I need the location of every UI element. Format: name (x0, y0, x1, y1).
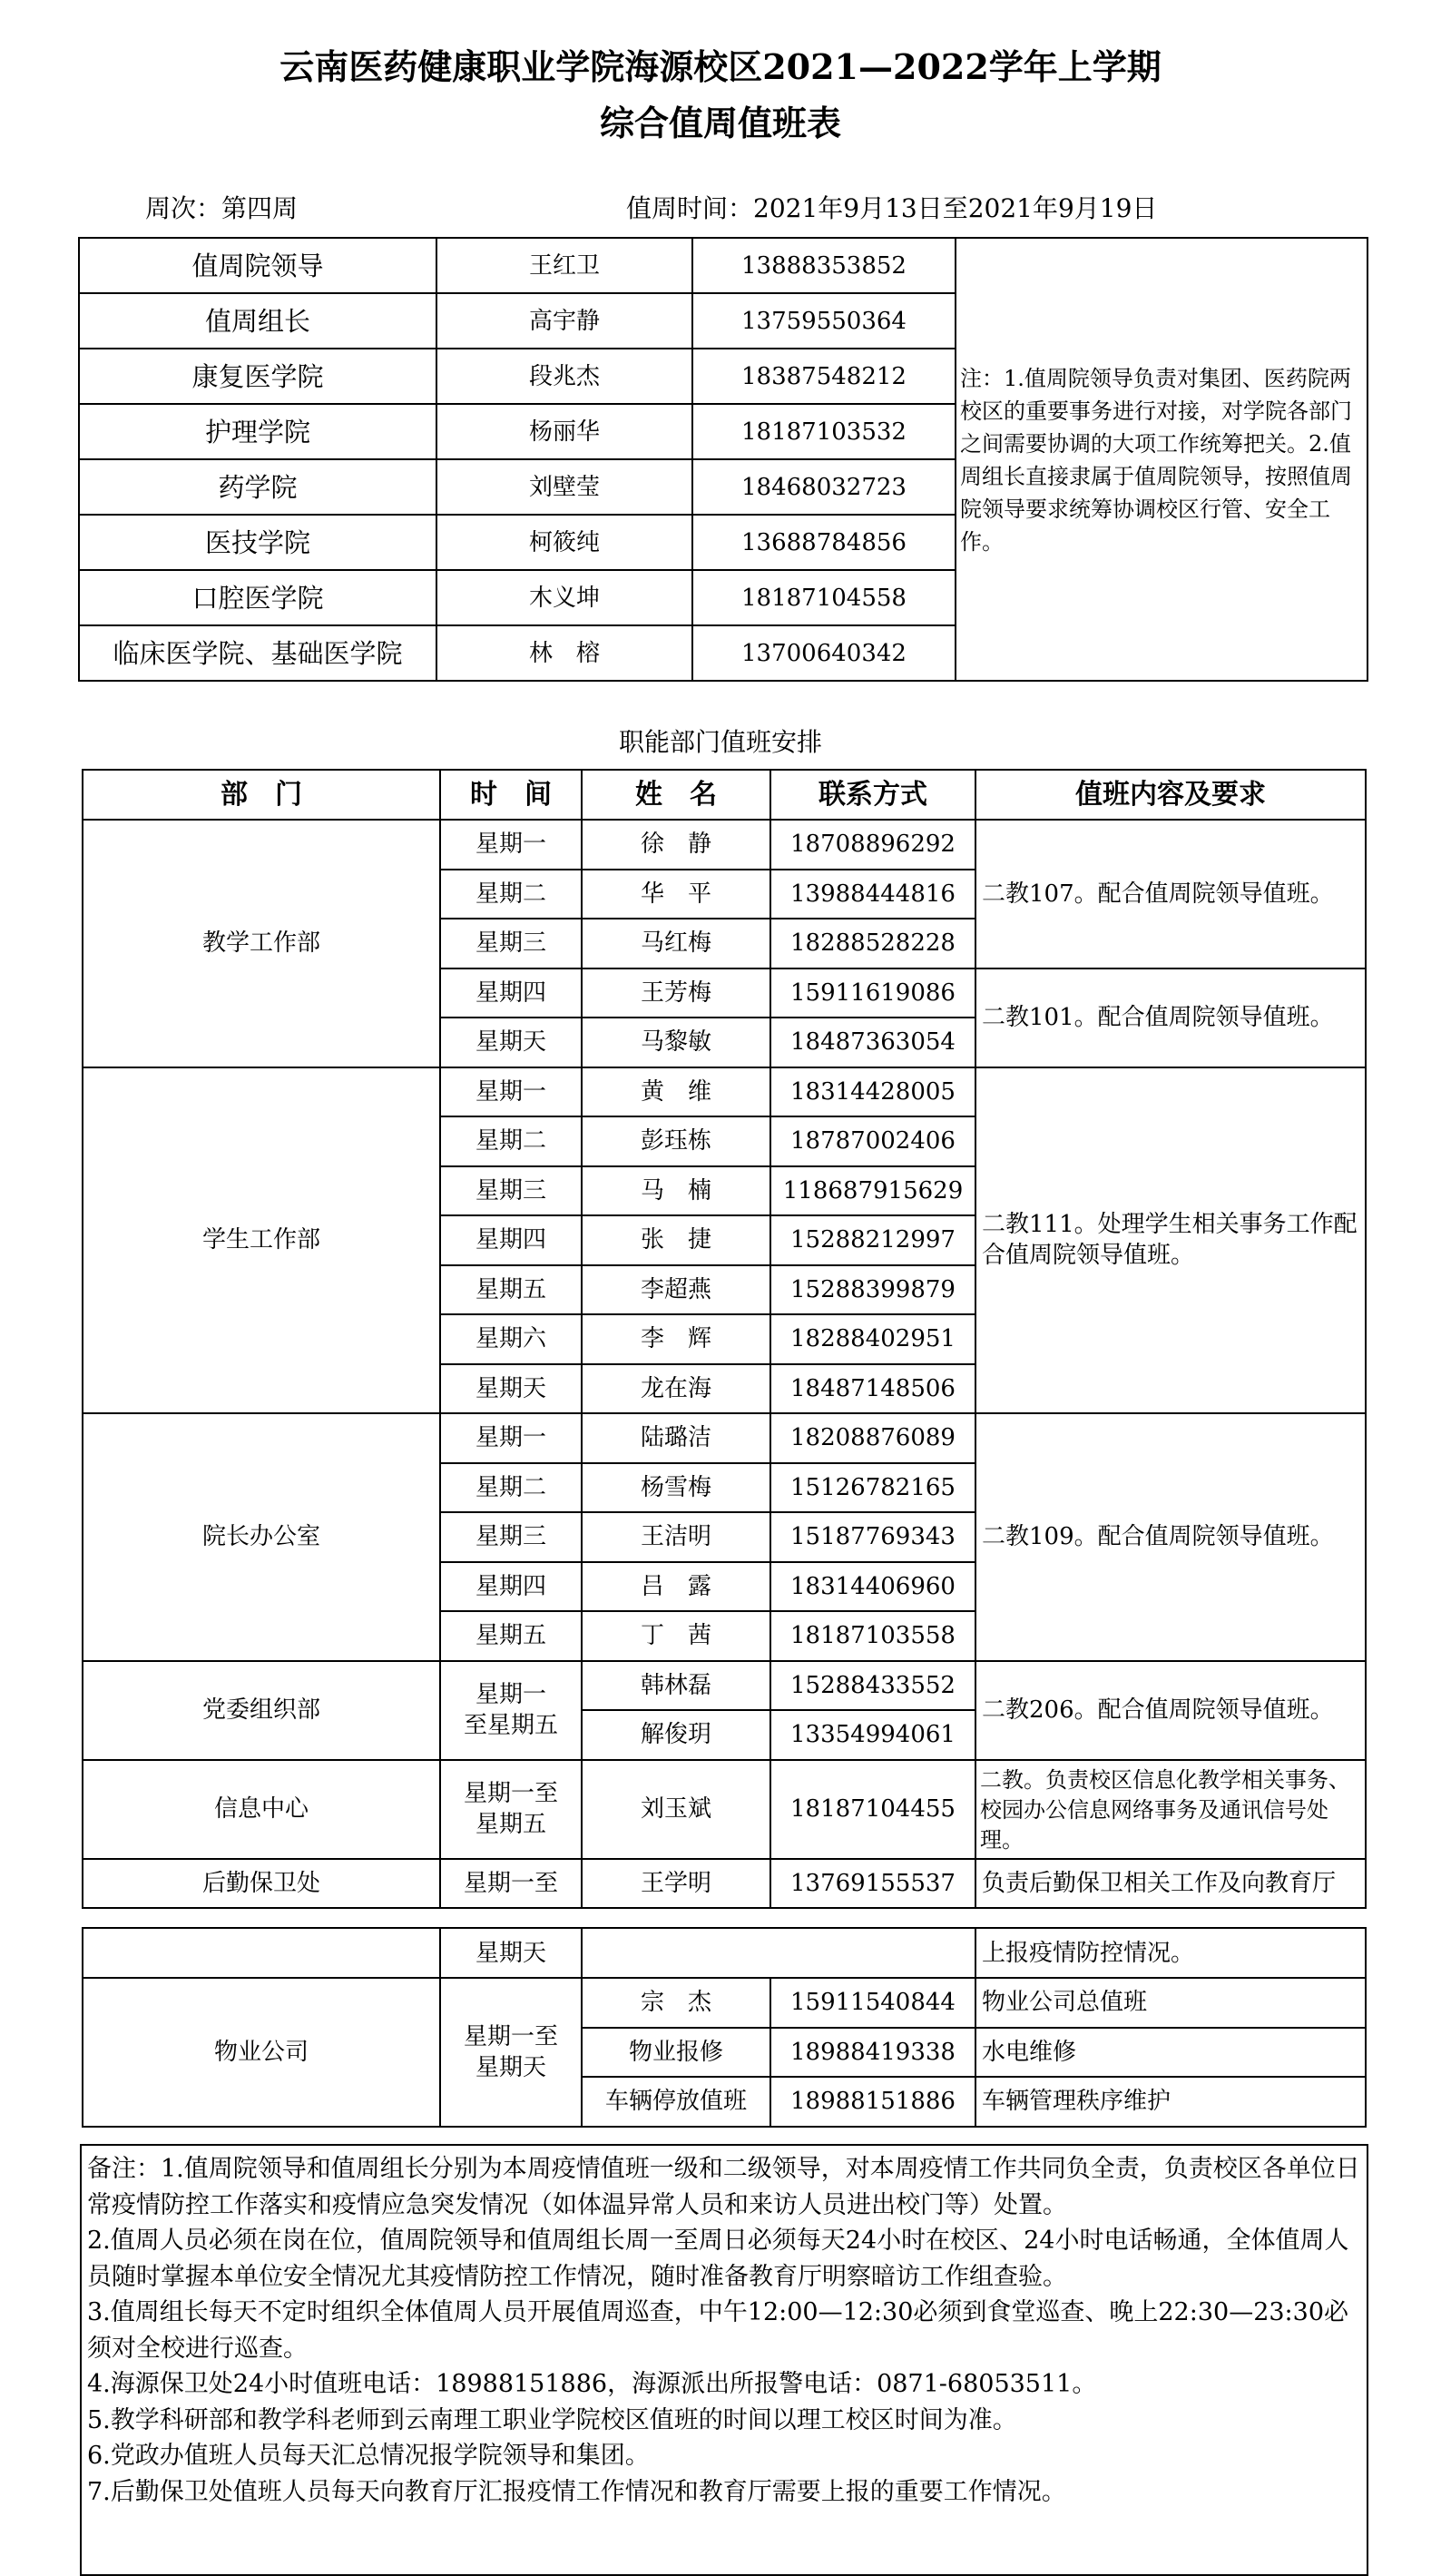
duty-phone: 15288399879 (770, 1265, 975, 1315)
header-contact: 联系方式 (770, 770, 975, 820)
table-row (83, 1661, 1366, 1711)
duty-day: 星期二 (440, 1463, 582, 1513)
duty-day: 星期二 (440, 870, 582, 919)
duty-day: 星期二 (440, 1116, 582, 1166)
table-row (83, 1978, 1366, 2028)
leader-phone: 13688784856 (692, 515, 956, 570)
duty-name: 马黎敏 (582, 1018, 770, 1067)
leader-name: 柯筱纯 (436, 515, 692, 570)
duty-day: 星期三 (440, 919, 582, 968)
duty-phone: 118687915629 (770, 1166, 975, 1216)
duty-day: 星期四 (440, 1562, 582, 1612)
duty-name: 物业报修 (582, 2028, 770, 2078)
header-dept: 部 门 (83, 770, 440, 820)
duty-phone: 18487148506 (770, 1364, 975, 1414)
duty-content: 二教107。配合值周院领导值班。 (975, 820, 1366, 968)
leader-name: 杨丽华 (436, 404, 692, 459)
dept-party: 党委组织部 (83, 1661, 440, 1760)
table-row (83, 1859, 1366, 1909)
duty-phone: 18187103558 (770, 1611, 975, 1661)
header-content: 值班内容及要求 (975, 770, 1366, 820)
duty-phone: 18288402951 (770, 1314, 975, 1364)
duty-phone: 18208876089 (770, 1413, 975, 1463)
leader-role: 护理学院 (79, 404, 436, 459)
duty-day: 星期一 (440, 820, 582, 870)
table-row (83, 1413, 1366, 1463)
duty-phone: 18187104455 (770, 1760, 975, 1859)
duty-phone: 18787002406 (770, 1116, 975, 1166)
duty-phone: 18708896292 (770, 820, 975, 870)
remark-item: 备注：1.值周院领导和值周组长分别为本周疫情值班一级和二级领导，对本周疫情工作共同负全责，负责校区各单位日常疫情防控工作落实和疫情应急突发情况（如体温异常人员和来访人员进出校门等）处置。 (87, 2155, 1360, 2219)
duty-name: 华 平 (582, 870, 770, 919)
duty-day: 星期四 (440, 968, 582, 1018)
duty-header-row (83, 770, 1366, 820)
week-label: 周次：第四周 (145, 193, 299, 223)
remark-item: 4.海源保卫处24小时值班电话：18988151886，海源派出所报警电话：0871-68053511。 (87, 2370, 1097, 2398)
remark-item: 7.后勤保卫处值班人员每天向教育厅汇报疫情工作情况和教育厅需要上报的重要工作情况。 (87, 2477, 1066, 2506)
duty-name: 宗 杰 (582, 1978, 770, 2028)
duty-name: 陆璐洁 (582, 1413, 770, 1463)
duty-name: 王芳梅 (582, 968, 770, 1018)
duty-table (82, 769, 1367, 1909)
duty-day: 星期一至 星期天 (440, 1978, 582, 2127)
duty-name: 彭珏栋 (582, 1116, 770, 1166)
leader-phone: 18387548212 (692, 349, 956, 404)
leader-role: 值周组长 (79, 293, 436, 349)
duty-day: 星期天 (440, 1364, 582, 1414)
duty-name: 吕 露 (582, 1562, 770, 1612)
duty-day: 星期一 (440, 1413, 582, 1463)
duty-phone: 13354994061 (770, 1710, 975, 1760)
duty-phone: 15911540844 (770, 1978, 975, 2028)
duty-day: 星期一 至星期五 (440, 1661, 582, 1760)
duty-content: 车辆管理秩序维护 (975, 2077, 1366, 2127)
duty-phone: 18288528228 (770, 919, 975, 968)
duty-phone: 15911619086 (770, 968, 975, 1018)
leader-phone: 13700640342 (692, 625, 956, 681)
leader-phone: 18468032723 (692, 459, 956, 515)
leader-phone: 18187104558 (692, 570, 956, 625)
duty-name: 马 楠 (582, 1166, 770, 1216)
leader-phone: 13888353852 (692, 238, 956, 293)
duty-content: 物业公司总值班 (975, 1978, 1366, 2028)
leaders-note: 注：1.值周院领导负责对集团、医药院两校区的重要事务进行对接，对学院各部门之间需要协调的大项工作统筹把关。2.值周组长直接隶属于值周院领导，按照值周院领导要求统筹协调校区行管、安全工作。 (956, 238, 1367, 681)
dept-property: 物业公司 (83, 1978, 440, 2127)
remark-item: 2.值周人员必须在岗在位，值周院领导和值周组长周一至周日必须每天24小时在校区、24小时电话畅通，全体值周人员随时掌握本单位安全情况尤其疫情防控工作情况，随时准备教育厅明察暗访工作组查验。 (87, 2227, 1349, 2291)
leader-role: 临床医学院、基础医学院 (79, 625, 436, 681)
duty-phone: 18314428005 (770, 1067, 975, 1117)
duty-content: 二教。负责校区信息化教学相关事务、校园办公信息网络事务及通讯信号处理。 (975, 1760, 1366, 1859)
leader-name: 林 榕 (436, 625, 692, 681)
remarks-box (80, 2144, 1368, 2576)
leader-role: 口腔医学院 (79, 570, 436, 625)
duty-content: 水电维修 (975, 2028, 1366, 2078)
duty-day: 星期四 (440, 1215, 582, 1265)
duty-name: 马红梅 (582, 919, 770, 968)
leader-role: 值周院领导 (79, 238, 436, 293)
duty-phone: 13769155537 (770, 1859, 975, 1909)
dept-teaching: 教学工作部 (83, 820, 440, 1067)
duty-content: 二教101。配合值周院领导值班。 (975, 968, 1366, 1067)
table-row (83, 1760, 1366, 1859)
duty-name: 解俊玥 (582, 1710, 770, 1760)
dept-president-office: 院长办公室 (83, 1413, 440, 1661)
duty-name: 韩林磊 (582, 1661, 770, 1711)
table-row (83, 820, 1366, 870)
leader-name: 高宇静 (436, 293, 692, 349)
duty-phone: 18988419338 (770, 2028, 975, 2078)
leader-role: 康复医学院 (79, 349, 436, 404)
leader-role: 医技学院 (79, 515, 436, 570)
duty-content: 上报疫情防控情况。 (975, 1928, 1366, 1978)
duty-day: 星期三 (440, 1512, 582, 1562)
duty-day: 星期一至 星期五 (440, 1760, 582, 1859)
dept-info: 信息中心 (83, 1760, 440, 1859)
duty-content: 二教109。配合值周院领导值班。 (975, 1413, 1366, 1661)
duty-name: 王洁明 (582, 1512, 770, 1562)
duty-name: 丁 茜 (582, 1611, 770, 1661)
duty-content: 负责后勤保卫相关工作及向教育厅 (975, 1859, 1366, 1909)
duty-day: 星期天 (440, 1928, 582, 1978)
duty-name: 徐 静 (582, 820, 770, 870)
leader-name: 木义坤 (436, 570, 692, 625)
duty-phone: 15187769343 (770, 1512, 975, 1562)
leader-name: 王红卫 (436, 238, 692, 293)
continuation-table (82, 1927, 1367, 2128)
duty-content: 二教111。处理学生相关事务工作配合值周院领导值班。 (975, 1067, 1366, 1414)
duty-day: 星期五 (440, 1265, 582, 1315)
duty-name: 黄 维 (582, 1067, 770, 1117)
duty-phone: 18988151886 (770, 2077, 975, 2127)
duty-name: 张 捷 (582, 1215, 770, 1265)
duty-name: 李 辉 (582, 1314, 770, 1364)
duty-name: 刘玉斌 (582, 1760, 770, 1859)
duty-section-title: 职能部门值班安排 (618, 727, 822, 757)
duty-period: 值周时间：2021年9月13日至2021年9月19日 (626, 193, 1158, 223)
remark-item: 5.教学科研部和教学科老师到云南理工职业学院校区值班的时间以理工校区时间为准。 (87, 2405, 1017, 2434)
dept-student: 学生工作部 (83, 1067, 440, 1414)
duty-phone: 13988444816 (770, 870, 975, 919)
table-row (83, 1928, 1366, 1978)
dept-security-cont (83, 1928, 440, 1978)
header-name: 姓 名 (582, 770, 770, 820)
duty-day: 星期天 (440, 1018, 582, 1067)
empty-cell (582, 1928, 975, 1978)
duty-name: 龙在海 (582, 1364, 770, 1414)
duty-content: 二教206。配合值周院领导值班。 (975, 1661, 1366, 1760)
duty-phone: 15288433552 (770, 1661, 975, 1711)
leader-phone: 13759550364 (692, 293, 956, 349)
duty-name: 杨雪梅 (582, 1463, 770, 1513)
page-title: 云南医药健康职业学院海源校区2021—2022学年上学期 (279, 46, 1162, 87)
leader-name: 段兆杰 (436, 349, 692, 404)
duty-name: 王学明 (582, 1859, 770, 1909)
leader-role: 药学院 (79, 459, 436, 515)
remark-item: 6.党政办值班人员每天汇总情况报学院领导和集团。 (87, 2442, 650, 2470)
leaders-table (78, 237, 1368, 682)
leader-name: 刘壁莹 (436, 459, 692, 515)
page-subtitle: 综合值周值班表 (599, 103, 841, 143)
leader-phone: 18187103532 (692, 404, 956, 459)
duty-phone: 18314406960 (770, 1562, 975, 1612)
header-time: 时 间 (440, 770, 582, 820)
duty-day: 星期六 (440, 1314, 582, 1364)
leader-row (79, 238, 1367, 293)
duty-day: 星期五 (440, 1611, 582, 1661)
duty-phone: 18487363054 (770, 1018, 975, 1067)
duty-name: 车辆停放值班 (582, 2077, 770, 2127)
duty-phone: 15288212997 (770, 1215, 975, 1265)
dept-security: 后勤保卫处 (83, 1859, 440, 1909)
duty-day: 星期三 (440, 1166, 582, 1216)
table-row (83, 1067, 1366, 1117)
duty-day: 星期一至 (440, 1859, 582, 1909)
duty-day: 星期一 (440, 1067, 582, 1117)
duty-name: 李超燕 (582, 1265, 770, 1315)
duty-phone: 15126782165 (770, 1463, 975, 1513)
remark-item: 3.值周组长每天不定时组织全体值周人员开展值周巡查，中午12:00—12:30必须到食堂巡查、晚上22:30—23:30必须对全校进行巡查。 (87, 2298, 1348, 2363)
